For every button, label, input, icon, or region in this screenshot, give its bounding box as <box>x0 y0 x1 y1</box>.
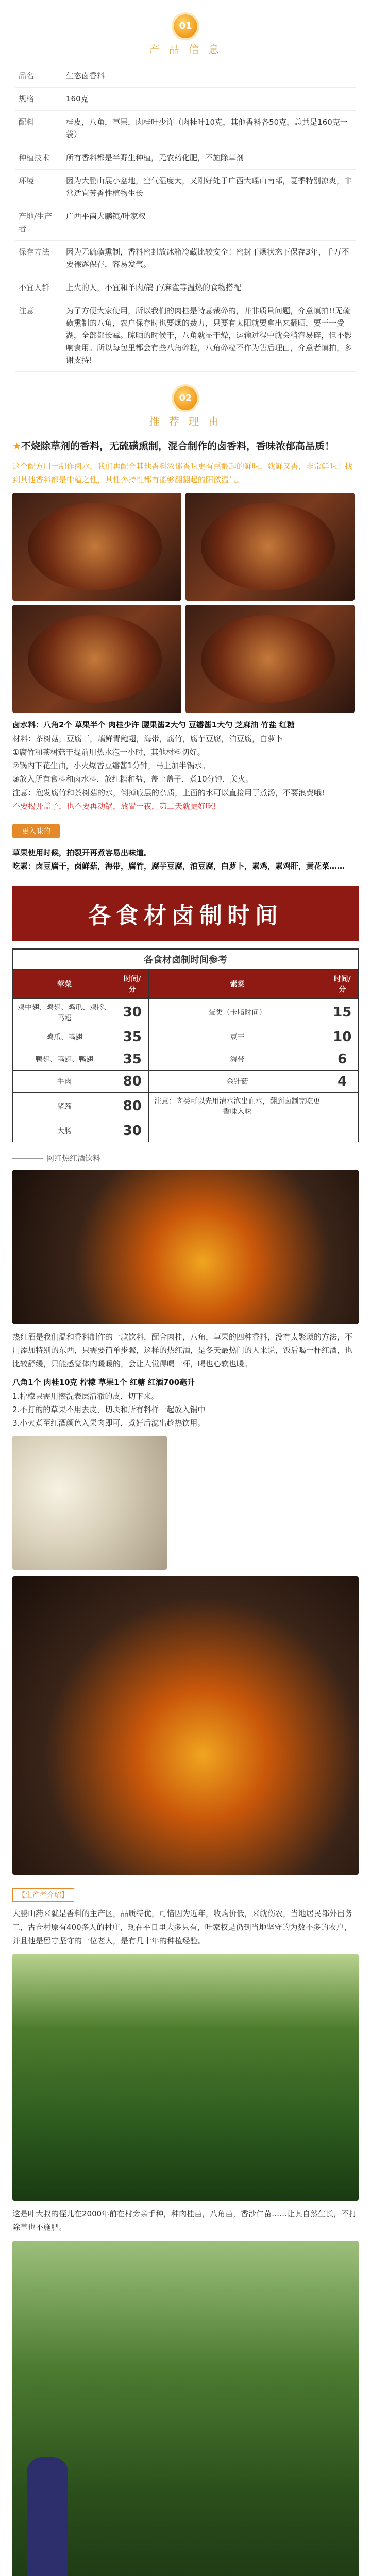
hot-wine-photo <box>12 1170 359 1324</box>
hot-wine-desc: 热红酒是我们温和香料制作的一款饮料，配合肉桂，八角，草果的四种香料，没有太繁琐的方法，不用添加特别的东西，只需要简单步骤，这样的热红酒，是冬天最热门的人来说，饭后喝一杯红酒，也比较舒缓，只能感觉体内暖暖的，会让人觉得喝一杯，喝也心软也暖。 <box>12 1332 353 1369</box>
info-value: 上火的人，不宜和羊肉/鸽子/麻雀等温热的食物搭配 <box>63 276 356 299</box>
col-header: 时间/分 <box>326 969 359 998</box>
info-row <box>15 170 356 205</box>
warning-text: 不要揭开盖子，也不要再动锅，放置一夜，第二天就更好吃! <box>12 801 217 811</box>
step: 2.不打的的草果不用去皮，切块和所有料样一起放入锅中 <box>12 1404 206 1414</box>
info-row <box>15 299 356 372</box>
veg-time <box>326 1092 359 1120</box>
info-key: 规格 <box>15 88 63 111</box>
section-badge: 02 <box>174 386 197 410</box>
farmer-figure <box>27 2457 68 2576</box>
farmer-photo <box>12 2241 359 2576</box>
meat-time: 30 <box>116 1120 148 1142</box>
info-value: 因为无硫磺熏制，香料密封放冰箱冷藏比较安全！密封干燥状态下保存3年，千万不要裸露保存，容易发气。 <box>63 241 356 276</box>
veg-item: 海带 <box>148 1048 326 1070</box>
info-key: 品名 <box>15 64 63 88</box>
table-row <box>13 1120 359 1142</box>
info-row <box>15 205 356 241</box>
info-value: 生态卤香料 <box>63 64 356 88</box>
col-header: 时间/分 <box>116 969 148 998</box>
meat-time: 80 <box>116 1092 148 1120</box>
veg-item: 豆干 <box>148 1026 326 1048</box>
times-banner: 各食材卤制时间 <box>12 886 359 941</box>
meat-item: 鸭翅、鸭翅、鸭翅 <box>13 1048 116 1070</box>
tag-label: 更入味的 <box>12 824 60 838</box>
section-title: 推 荐 理 由 <box>0 413 371 428</box>
info-key: 产地/生产者 <box>15 205 63 241</box>
veg-time: 4 <box>326 1070 359 1092</box>
pan-photo <box>12 493 181 601</box>
hot-wine-recipe <box>12 1376 359 1430</box>
info-key: 注意 <box>15 299 63 372</box>
intro-headline: ★不烧除草剂的香料，无硫磺熏制，混合制作的卤香料，香味浓郁高品质！ <box>12 440 335 452</box>
info-row <box>15 146 356 170</box>
section-product-info <box>0 0 371 56</box>
table-row <box>13 1026 359 1048</box>
info-value: 因为大鹏山展小盆地，空气湿度大，又刚好处于广西大瑶山南部，夏季特别凉爽，非常适宜芳香性植物生长 <box>63 170 356 205</box>
info-row <box>15 111 356 146</box>
step: ①腐竹和茶树菇干提前用热水泡一小时，其他材料切好。 <box>12 747 205 757</box>
col-header: 素菜 <box>148 969 326 998</box>
stew-text: 吃素：卤豆腐干，卤鲜菇，海带，腐竹，腐芋豆腐，泊豆腐，白萝卜，素鸡，素鸡肝，黄花菜…… <box>12 861 345 871</box>
meat-time: 35 <box>116 1048 148 1070</box>
meat-item: 鸡爪、鸭翅 <box>13 1026 116 1048</box>
info-key: 配料 <box>15 111 63 146</box>
info-row <box>15 241 356 276</box>
col-header: 荤菜 <box>13 969 116 998</box>
pan-photo <box>185 493 355 601</box>
hot-wine-divider: 网红热红酒饮料 <box>12 1153 359 1163</box>
veg-item: 金针菇 <box>148 1070 326 1092</box>
meat-item: 大肠 <box>13 1120 116 1142</box>
meat-time: 80 <box>116 1070 148 1092</box>
veg-item: 蛋类（卡脂时间） <box>148 998 326 1026</box>
step: 3.小火煮至红酒颜色入果肉即可，煮好后滤出趁热饮用。 <box>12 1418 206 1428</box>
spice-pot-photo <box>12 1436 167 1570</box>
table-row <box>13 1070 359 1092</box>
info-row <box>15 88 356 111</box>
info-value: 160克 <box>63 88 356 111</box>
veg-item: 注意：肉类可以先用清水泡出血水，翻到卤制完吃更香味入味 <box>148 1092 326 1120</box>
meat-time: 35 <box>116 1026 148 1048</box>
veg-time: 6 <box>326 1048 359 1070</box>
recipe-block <box>12 718 359 813</box>
recipe-materials: 材料：茶树菇，豆腐干，藕鲜青鲍翅，海带，腐竹，腐芋豆腐，泊豆腐，白萝卜 <box>12 734 283 743</box>
producer-caption: 这是叶大叔的侄儿在2000年前在村旁亲手种，种肉桂苗，八角苗，香沙仁苗……让其自然生长，不打除草也不施肥。 <box>12 2209 357 2232</box>
recipe-title: 卤水料：八角2个 草果半个 肉桂少许 腰果酱2大勺 豆瓣酱1大勺 芝麻油 竹盐 红糖 <box>12 720 295 730</box>
forest-photo <box>12 1954 359 2201</box>
intro-sub: 这个配方用于制作卤水，我们再配合其他香料浓郁香味更有熏翻起的鲜味，就鲜又香，非常鲜味！找到其他香料都是中蕴之性，其性奔持性都有能够翻翻起的阳激温气。 <box>12 462 353 484</box>
info-key: 环境 <box>15 170 63 205</box>
meat-item: 猪蹄 <box>13 1092 116 1120</box>
meat-item: 牛肉 <box>13 1070 116 1092</box>
hot-wine-photo-2 <box>12 1576 359 1875</box>
veg-item <box>148 1120 326 1142</box>
table-row <box>13 1092 359 1120</box>
cooking-photos <box>12 493 359 713</box>
info-value: 所有香料都是半野生种植，无农药化肥，不施除草剂 <box>63 146 356 170</box>
veg-time <box>326 1120 359 1142</box>
info-row <box>15 276 356 299</box>
table-caption: 各食材卤制时间参考 <box>12 948 359 969</box>
producer-tag: 【生产者介绍】 <box>12 1888 74 1902</box>
info-row <box>15 64 356 88</box>
table-row <box>13 998 359 1026</box>
section-badge: 01 <box>174 14 197 38</box>
section-recommend <box>0 372 371 428</box>
info-value: 桂皮，八角，草果，肉桂叶少许（肉桂叶10克，其他香料各50克，总共是160克一袋） <box>63 111 356 146</box>
hot-wine-title: 八角1个 肉桂10克 柠檬 草果1个 红糖 红酒700毫升 <box>12 1378 195 1387</box>
stew-title: 草果使用时候，拍裂开再煮容易出味道。 <box>12 848 152 858</box>
pan-photo <box>185 605 355 713</box>
info-value: 广西平南大鹏镇/叶家权 <box>63 205 356 241</box>
info-key: 保存方法 <box>15 241 63 276</box>
info-key: 不宜人群 <box>15 276 63 299</box>
step: 1.柠檬只需用擦洗表层清澈的皮，切下来。 <box>12 1391 159 1401</box>
step: ③放入所有食料和卤水料，放红糖和盐，盖上盖子，煮10分钟，关火。 <box>12 774 254 784</box>
veg-time: 10 <box>326 1026 359 1048</box>
meat-time: 30 <box>116 998 148 1026</box>
product-info-table <box>15 64 356 372</box>
stew-block <box>12 846 359 873</box>
info-value: 为了方便大家使用，所以我们的肉桂是特意裁碎的，并非质量问题，介意慎拍!!无硫磺熏制的八角，农户保存时也要燥的费力，只要有太阳就要拿出来翻晒，要干一受湖，全部都长霉。晾晒的时候干，八角就显干燥，运输过程中就会稍容易碎，但不影响食用。所以每包里都会有些八角碎粒，八角碎粒不作为售后理由，介意者慎拍，多谢支持! <box>63 299 356 372</box>
star-icon: ★ <box>12 440 22 452</box>
producer-text: 大鹏山药来就是香料的主产区，品质特优，可惜因为近年，收购价低，来就伤农，当地居民都外出务工，古仓村原有400多人的村庄，现在平日里大多只有，叶家权是仍到当地坚守的为数不多的农户，并且他是留守坚守的一位老人，是有几十年的种植经验。 <box>12 1909 353 1945</box>
section-title: 产 品 信 息 <box>0 41 371 56</box>
table-row <box>13 1048 359 1070</box>
veg-time: 15 <box>326 998 359 1026</box>
pan-photo <box>12 605 181 713</box>
step: 注意：泡发腐竹和茶树菇的水，倒掉底层的杂质，上面的水可以直接用于煮汤，不要浪费哦! <box>12 788 325 798</box>
info-key: 种植技术 <box>15 146 63 170</box>
step: ②锅内下花生油，小火爆香豆瓣酱1分钟，马上加半锅水。 <box>12 761 210 771</box>
cook-times-table <box>12 948 359 1142</box>
meat-item: 鸡中翅、鸡翅、鸡爪、鸡胗、鸭翅 <box>13 998 116 1026</box>
